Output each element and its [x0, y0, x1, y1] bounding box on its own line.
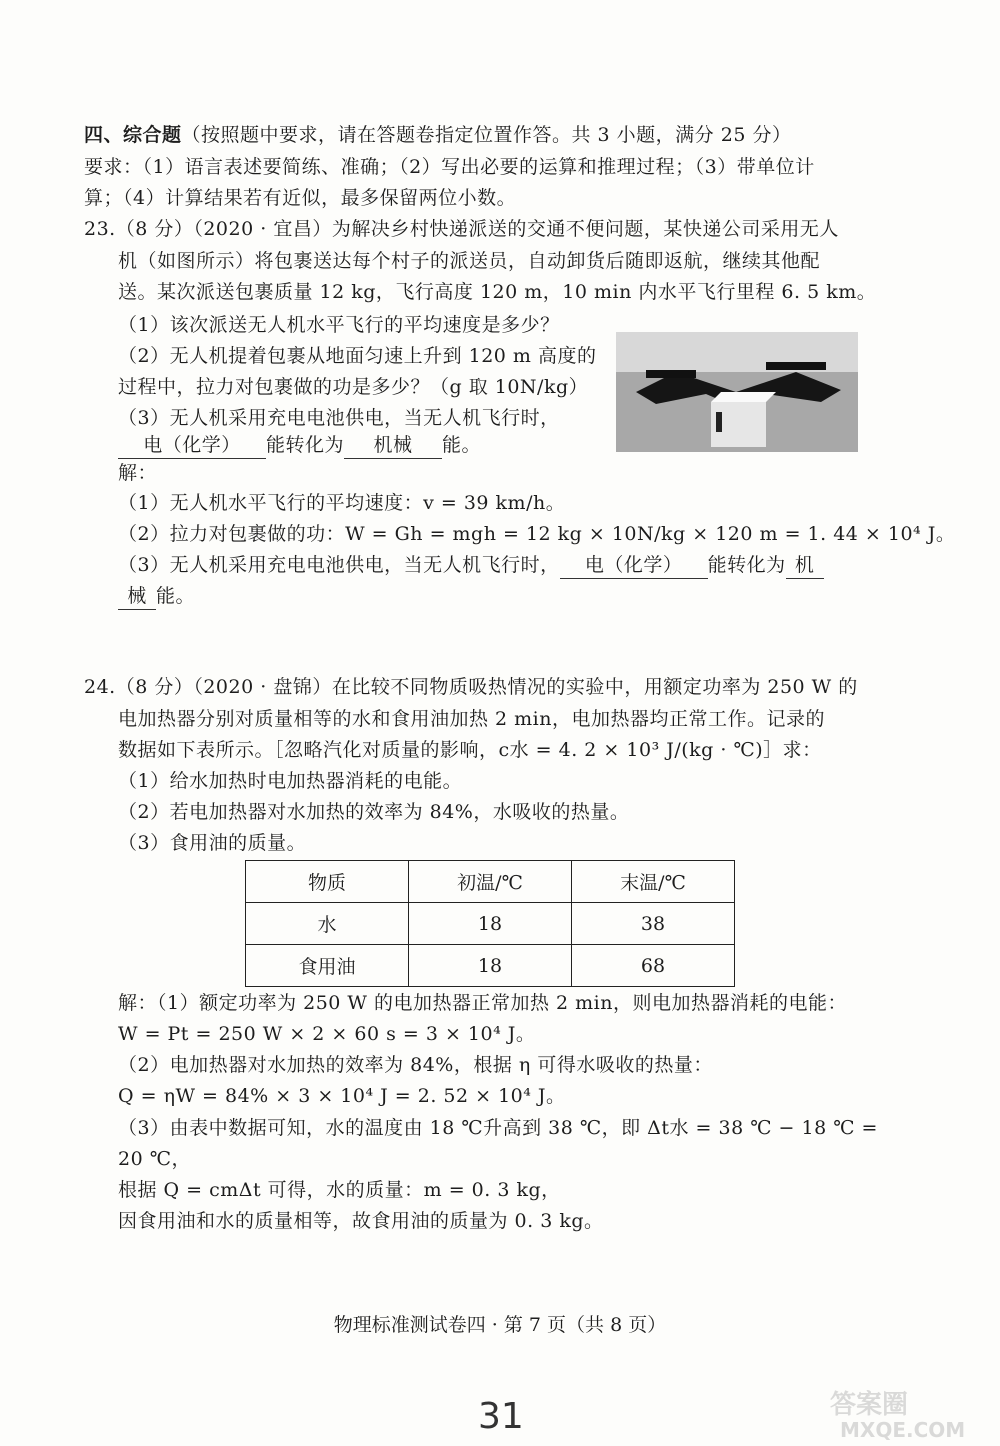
q24-solution-2: W = Pt = 250 W × 2 × 60 s = 3 × 10⁴ J。 — [118, 1023, 536, 1045]
q23-part-3b — [118, 432, 481, 459]
q23-stem-line-1: 23.（8 分）（2020 · 宜昌）为解决乡村快递派送的交通不便问题，某快递公司采用无人 — [84, 218, 839, 240]
q23-answer-3 — [118, 552, 824, 579]
watermark-logo — [820, 1385, 980, 1441]
q24-solution-7: 根据 Q = cmΔt 可得，水的质量：m = 0. 3 kg， — [118, 1179, 561, 1201]
q23-solution-label: 解： — [118, 462, 158, 484]
q24-part-2: （2）若电加热器对水加热的效率为 84%，水吸收的热量。 — [118, 801, 630, 823]
q23-blank-2: 机械 — [344, 432, 442, 459]
q24-solution-6: 20 ℃， — [118, 1148, 191, 1170]
q24-solution-1: 解：（1）额定功率为 250 W 的电加热器正常加热 2 min，则电加热器消耗的电能： — [118, 992, 848, 1014]
table-header: 末温/℃ — [572, 861, 735, 903]
q23-part-2b: 过程中，拉力对包裹做的功是多少？（g 取 10N/kg） — [118, 376, 589, 398]
requirements-line-2: 算；（4）计算结果若有近似，最多保留两位小数。 — [84, 187, 517, 209]
q23-answer-blank-2a: 机 — [786, 552, 824, 579]
section-instruction: （按照题中要求，请在答题卷指定位置作答。共 3 小题，满分 25 分） — [181, 124, 792, 146]
q23-answer-blank-2b: 械 — [118, 583, 156, 610]
q24-part-1: （1）给水加热时电加热器消耗的电能。 — [118, 770, 463, 792]
q23-end-text: 能。 — [442, 434, 482, 456]
q23-answer-blank-1: 电（化学） — [560, 552, 708, 579]
q23-blank-1: 电（化学） — [118, 432, 266, 459]
q23-part-3a: （3）无人机采用充电电池供电，当无人机飞行时， — [118, 407, 560, 429]
q24-solution-4: Q = ηW = 84% × 3 × 10⁴ J = 2. 52 × 10⁴ J。 — [118, 1085, 566, 1107]
q23-stem-line-2: 机（如图所示）将包裹送达每个村子的派送员，自动卸货后随即返航，继续其他配 — [118, 250, 821, 272]
q23-answer-3-text: （3）无人机采用充电电池供电，当无人机飞行时， — [118, 554, 560, 576]
q24-stem-line-1: 24.（8 分）（2020 · 盘锦）在比较不同物质吸热情况的实验中，用额定功率为 250 W 的 — [84, 676, 858, 698]
table-row — [246, 903, 735, 945]
section-heading-line — [84, 122, 791, 148]
q24-solution-8: 因食用油和水的质量相等，故食用油的质量为 0. 3 kg。 — [118, 1210, 604, 1232]
table-cell: 食用油 — [246, 945, 409, 987]
table-row — [246, 945, 735, 987]
table-cell: 18 — [409, 945, 572, 987]
page-footer: 物理标准测试卷四 · 第 7 页（共 8 页） — [333, 1314, 667, 1336]
q23-answer-1: （1）无人机水平飞行的平均速度：v = 39 km/h。 — [118, 492, 566, 514]
q23-part-1: （1）该次派送无人机水平飞行的平均速度是多少？ — [118, 314, 560, 336]
q24-stem-line-3: 数据如下表所示。［忽略汽化对质量的影响，c水 = 4. 2 × 10³ J/(kg · ℃)］求： — [118, 739, 822, 761]
table-cell: 38 — [572, 903, 735, 945]
drone-photo — [616, 332, 858, 452]
table-cell: 水 — [246, 903, 409, 945]
table-header: 初温/℃ — [409, 861, 572, 903]
section-heading: 四、综合题 — [84, 124, 182, 146]
q23-mid-text: 能转化为 — [266, 434, 345, 456]
table-cell: 68 — [572, 945, 735, 987]
drone-icon — [616, 332, 858, 452]
table-header-row — [246, 861, 735, 903]
handwritten-page-number: 31 — [478, 1396, 524, 1437]
q23-stem-line-3: 送。某次派送包裹质量 12 kg，飞行高度 120 m，10 min 内水平飞行里程 6. 5 km。 — [118, 281, 877, 303]
q23-answer-end: 能。 — [156, 585, 196, 607]
data-table — [245, 860, 735, 987]
table-header: 物质 — [246, 861, 409, 903]
requirements-line-1: 要求：（1）语言表述要简练、准确；（2）写出必要的运算和推理过程；（3）带单位计 — [84, 156, 815, 178]
q23-answer-3-cont — [118, 583, 195, 610]
q24-solution-5: （3）由表中数据可知，水的温度由 18 ℃升高到 38 ℃，即 Δt水 = 38 ℃ − 18 ℃ = — [118, 1117, 878, 1139]
q24-stem-line-2: 电加热器分别对质量相等的水和食用油加热 2 min，电加热器均正常工作。记录的 — [118, 708, 825, 730]
table-cell: 18 — [409, 903, 572, 945]
svg-text:MXQE.COM: MXQE.COM — [840, 1418, 966, 1441]
q24-part-3: （3）食用油的质量。 — [118, 832, 307, 854]
q23-answer-mid: 能转化为 — [707, 554, 786, 576]
q24-solution-3: （2）电加热器对水加热的效率为 84%，根据 η 可得水吸收的热量： — [118, 1054, 713, 1076]
svg-text:答案圈: 答案圈 — [830, 1390, 909, 1420]
q23-part-2a: （2）无人机提着包裹从地面匀速上升到 120 m 高度的 — [118, 345, 597, 367]
q23-answer-2: （2）拉力对包裹做的功：W = Gh = mgh = 12 kg × 10N/kg × 120 m = 1. 44 × 10⁴ J。 — [118, 523, 956, 545]
